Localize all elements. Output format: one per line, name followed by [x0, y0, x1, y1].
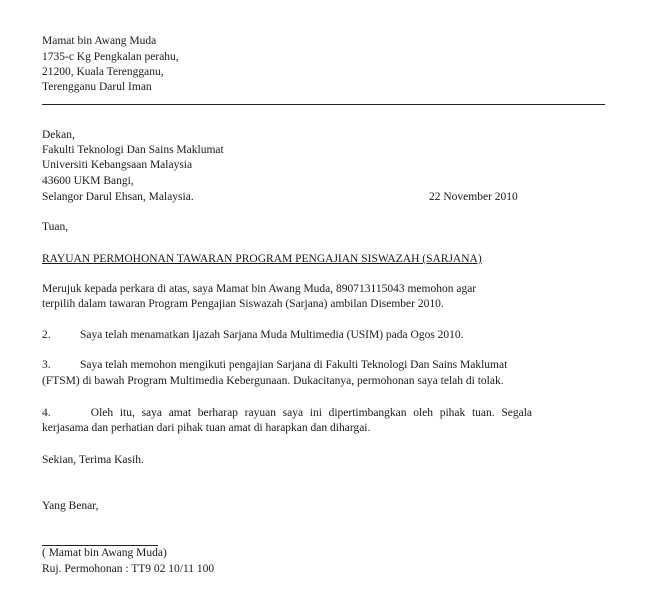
- paragraph-3-line-1: Saya telah memohon mengikuti pengajian Sarjana di Fakulti Teknologi Dan Sains Maklumat: [80, 359, 508, 371]
- sender-name: Mamat bin Awang Muda: [42, 35, 157, 47]
- paragraph-4-line-1: 4. Oleh itu, saya amat berharap rayuan saya ini dipertimbangkan oleh pihak tuan. Segala: [42, 407, 532, 419]
- sign-off: Yang Benar,: [42, 500, 99, 512]
- letter-date: 22 November 2010: [429, 191, 518, 203]
- subject-heading: RAYUAN PERMOHONAN TAWARAN PROGRAM PENGAJIAN SISWAZAH (SARJANA): [42, 253, 482, 265]
- paragraph-4-line-2: kerjasama dan perhatian dari pihak tuan amat di harapkan dan dihargai.: [42, 422, 371, 434]
- recipient-faculty: Fakulti Teknologi Dan Sains Maklumat: [42, 144, 224, 156]
- paragraph-2-line-1: Saya telah menamatkan Ijazah Sarjana Muda Multimedia (USIM) pada Ogos 2010.: [80, 329, 464, 341]
- sender-address-line-2: 21200, Kuala Terengganu,: [42, 66, 164, 78]
- recipient-title: Dekan,: [42, 129, 75, 141]
- header-divider: [42, 104, 605, 105]
- salutation: Tuan,: [42, 221, 69, 233]
- signature-name: ( Mamat bin Awang Muda): [42, 547, 167, 559]
- paragraph-3-line-2: (FTSM) di bawah Program Multimedia Kebergunaan. Dukacitanya, permohonan saya telah di tolak.: [42, 375, 504, 387]
- recipient-state: Selangor Darul Ehsan, Malaysia.: [42, 191, 194, 203]
- paragraph-1-line-1: Merujuk kepada perkara di atas, saya Mamat bin Awang Muda, 890713115043 memohon agar: [42, 283, 477, 295]
- sender-address-line-1: 1735-c Kg Pengkalan perahu,: [42, 51, 179, 63]
- recipient-postcode: 43600 UKM Bangi,: [42, 175, 134, 187]
- recipient-university: Universiti Kebangsaan Malaysia: [42, 159, 193, 171]
- reference-number: Ruj. Permohonan : TT9 02 10/11 100: [42, 563, 215, 575]
- sender-address-line-3: Terengganu Darul Iman: [42, 81, 152, 93]
- paragraph-3-number: 3.: [42, 359, 51, 371]
- paragraph-2-number: 2.: [42, 329, 51, 341]
- closing-remark: Sekian, Terima Kasih.: [42, 454, 144, 466]
- paragraph-1-line-2: terpilih dalam tawaran Program Pengajian Siswazah (Sarjana) ambilan Disember 2010.: [42, 298, 444, 310]
